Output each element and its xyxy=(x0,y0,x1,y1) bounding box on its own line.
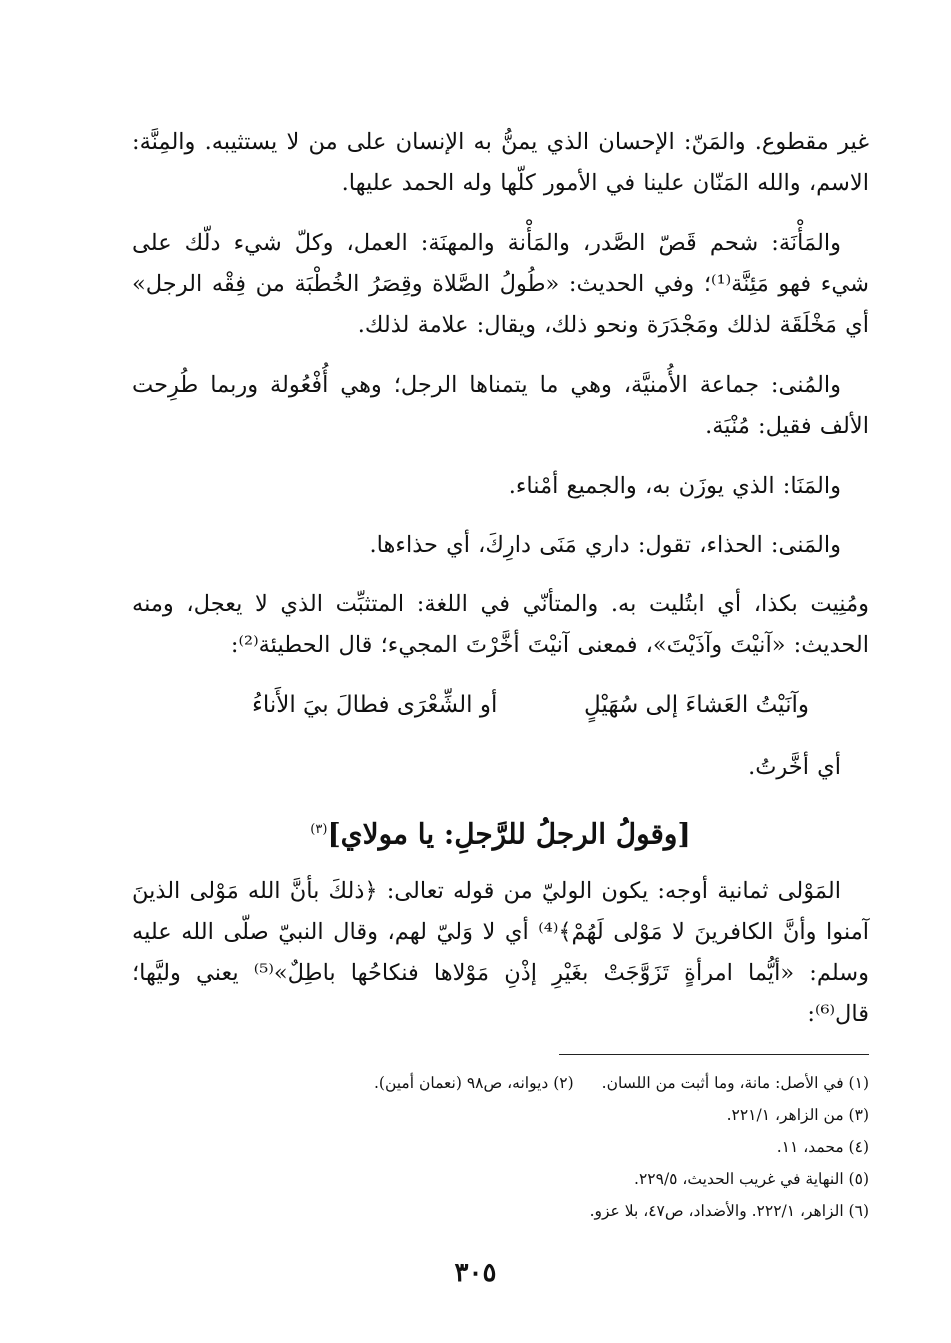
footnote-row xyxy=(132,1067,869,1099)
paragraph-3: والمُنى: جماعة الأُمنيَّة، وهي ما يتمناها الرجل؛ وهي أُفْعُولة وربما طُرِحت الألف فقيل: مُنْيَة. xyxy=(132,372,869,439)
paragraph-4: والمَنَا: الذي يوزَن به، والجميع أمْناء. xyxy=(508,473,841,499)
paragraph-6: ومُنِيت بكذا، أي ابتُليت به. والمتأنّي في اللغة: المتثبِّت الذي لا يعجل، ومنه الحديث: «آنيْتَ وآذَيْتَ»، فمعنى آنيْتَ أخَّرْتَ المجيء؛ قال الحطيئة⁽²⁾: xyxy=(132,591,869,658)
footnote-6: (٦) الزاهر، ٢٢٢/١. والأضداد، ص٤٧، بلا عزو. xyxy=(589,1202,869,1221)
paragraph-7: أي أخَّرتُ. xyxy=(748,754,841,780)
section-heading-text: [وقولُ الرجلُ للرَّجلِ: يا مولاي] xyxy=(327,817,691,851)
verse-first-hemistich: وآنَيْتُ العَشاءَ إلى سُهَيْلٍ xyxy=(584,692,809,718)
footnote-3: (٣) من الزاهر، ٢٢١/١. xyxy=(726,1106,869,1125)
verse-second-hemistich: أو الشِّعْرَى فطالَ بيَ الأَناءُ xyxy=(252,692,498,718)
paragraph-1: غير مقطوع. والمَنّ: الإحسان الذي يمنُّ به الإنسان على من لا يستثيبه. والمِنَّة: الاسم، والله المَنّان علينا في الأمور كلّها وله الحمد عليها. xyxy=(132,129,869,196)
section-heading xyxy=(132,807,869,857)
footnote-4: (٤) محمد، ١١. xyxy=(776,1138,869,1157)
page-number: ٣٠٥ xyxy=(454,1258,497,1288)
footnote-2: (٢) ديوانه، ص٩٨ (نعمان أمين). xyxy=(373,1074,574,1093)
paragraph-2: والمَأْنَة: شحم قَصّ الصَّدر، والمَأْنة والمهنَة: العمل، وكلّ شيء دلّك على شيء فهو مَئِنَّة⁽¹⁾؛ وفي الحديث: «طُولُ الصَّلاة وقِصَرُ الخُطْبَة من فِقْه الرجل» أي مَخْلَقَة لذلك ومَجْدَرَة ونحو ذلك، ويقال: علامة لذلك. xyxy=(132,230,869,338)
section-heading-footnote-ref: (٣) xyxy=(310,822,328,837)
paragraph-5: والمَنى: الحذاء، تقول: داري مَنَى دارِكَ، أي حذاءها. xyxy=(369,532,841,558)
paragraph-8: المَوْلى ثمانية أوجه: يكون الوليّ من قوله تعالى: ﴿ذلكَ بأنَّ الله مَوْلى الذينَ آمنوا وأنَّ الكافرينَ لا مَوْلى لَهُمْ﴾⁽⁴⁾ أي لا وَليّ لهم، وقال النبيّ صلّى الله عليه وسلم: «أيُّما امرأةٍ تَزَوَّجَتْ بغَيْرِ إذْنِ مَوْلاها فنكاحُها باطِلٌ»⁽⁵⁾ يعني وليَّها؛ قال⁽⁶⁾: xyxy=(132,878,870,1028)
footnote-1: (١) في الأصل: مانة، وما أثبت من اللسان. xyxy=(601,1074,869,1093)
footnotes xyxy=(132,1067,869,1227)
poetry-verse xyxy=(132,685,869,725)
footnote-5: (٥) النهاية في غريب الحديث، ٢٢٩/٥. xyxy=(634,1170,869,1189)
footnote-divider xyxy=(559,1054,869,1055)
